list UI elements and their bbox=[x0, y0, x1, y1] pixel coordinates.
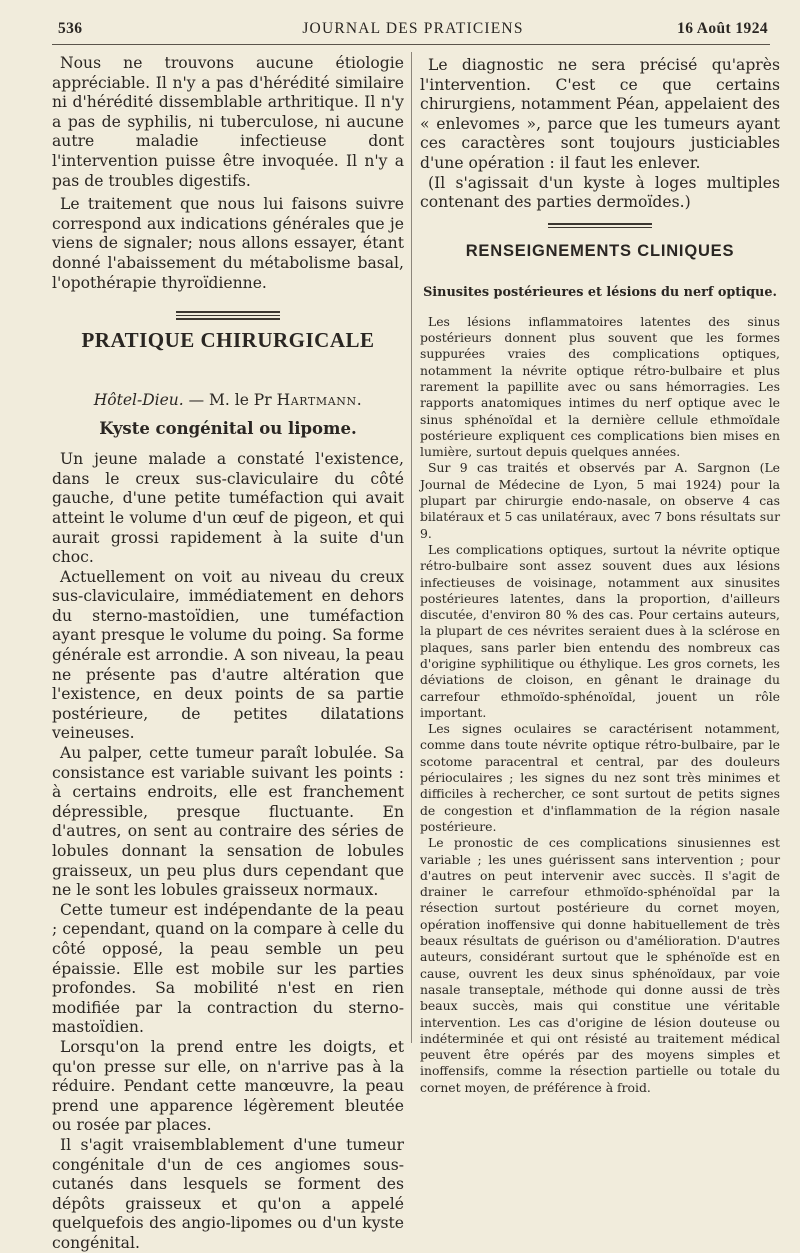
right-top-paragraph: (Il s'agissait d'un kyste à loges multiples contenant des parties dermoïdes.) bbox=[420, 173, 780, 212]
department-dash: — M. le Pr bbox=[183, 391, 277, 410]
article-paragraph: Au palper, cette tumeur paraît lobulée. Sa consistance est variable suivant les points : à certains endroits, elle est franchement dépressible, presque fluctuante. En d'autres, on sent au contraire des séries de lobules donnant la sensation de lobules graisseux, un peu plus durs cependant que ne le sont les lobules graisseux normaux. bbox=[52, 744, 404, 900]
journal-title: JOURNAL DES PRATICIENS bbox=[302, 20, 524, 37]
article-title: Sinusites postérieures et lésions du nerf optique. bbox=[423, 284, 777, 300]
article-paragraph: Les complications optiques, surtout la névrite optique rétro-bulbaire sont assez souvent dues aux lésions infectieuses de voisinage, notamment aux sinusites postérieures latentes, dans la proportion, d'ailleurs discutée, d'environ 80 % des cas. Pour certains auteurs, la plupart de ces névrites seraient dues à la sclérose en plaques, sans parler bien entendu des nombreux cas d'origine syphilitique ou éthylique. Les gros cornets, les déviations de cloison, en gênant le drainage du carrefour ethmoïdo-sphénoïdal, jouent un rôle important. bbox=[420, 541, 780, 720]
left-column bbox=[52, 54, 404, 1253]
page-number: 536 bbox=[58, 20, 83, 37]
article-paragraph: Il s'agit vraisemblablement d'une tumeur congénitale d'un de ces angiomes sous-cutanés dans lesquels se forment des dépôts graisseux et qu'on a appelé quelquefois des angio-lipomes ou d'un kyste congénital. bbox=[52, 1135, 404, 1252]
article-paragraph: Les signes oculaires se caractérisent notamment, comme dans toute névrite optique rétro-bulbaire, par le scotome paracentral et central, par des douleurs périoculaires ; les signes du nez sont très minimes et difficiles à rechercher, ce sont surtout de petits signes de congestion et d'inflammation de la région nasale postérieure. bbox=[420, 721, 780, 834]
department-name: Hôtel-Dieu. bbox=[93, 391, 184, 410]
article-paragraph: Cette tumeur est indépendante de la peau ; cependant, quand on la compare à celle du côté opposé, la peau semble un peu épaissie. Elle est mobile sur les parties profondes. Sa mobilité n'est en rien modifiée par la contraction du sterno-mastoïdien. bbox=[52, 900, 404, 1037]
section-title-pratique: PRATIQUE CHIRURGICALE bbox=[81, 328, 375, 353]
issue-date: 16 Août 1924 bbox=[677, 20, 768, 37]
article-paragraph: Actuellement on voit au niveau du creux sus-claviculaire, immédiatement en dehors du sterno-mastoïdien, une tuméfaction ayant presque le volume du poing. Sa forme générale est arrondie. A son niveau, la peau ne présente pas d'autre altération que l'existence, en deux points de sa partie postérieure, de petites dilatations veineuses. bbox=[52, 567, 404, 743]
article-paragraph: Lorsqu'on la prend entre les doigts, et qu'on presse sur elle, on n'arrive pas à la réduire. Pendant cette manœuvre, la peau prend une apparence légèrement bleutée ou rosée par places. bbox=[52, 1037, 404, 1135]
page-header bbox=[58, 18, 768, 44]
header-rule bbox=[52, 44, 770, 45]
column-separator bbox=[411, 52, 412, 1043]
article-paragraph: Les lésions inflammatoires latentes des sinus postérieurs donnent plus souvent que les formes suppurées vraies des complications optiques, notamment la névrite optique rétro-bulbaire et plus rarement la papillite avec ou sans hémorragies. Les rapports anatomiques intimes du nerf optique avec le sinus sphénoïdal et la dernière cellule ethmoïdale postérieure expliquent ces complications bien mises en lumière, surtout depuis quelques années. bbox=[420, 313, 780, 460]
article-paragraph: Un jeune malade a constaté l'existence, dans le creux sus-claviculaire du côté gauche, d'une petite tuméfaction qui avait atteint le volume d'un œuf de pigeon, et qui aurait grossi rapidement à la suite d'un choc. bbox=[52, 450, 404, 567]
right-top-paragraph: Le diagnostic ne sera précisé qu'après l'intervention. C'est ce que certains chirurgiens, notamment Péan, appelaient des « enlevomes », parce que les tumeurs ayant ces caractères sont toujours justiciables d'une opération : il faut les enlever. bbox=[420, 56, 780, 172]
department-line bbox=[52, 391, 404, 409]
right-column bbox=[420, 56, 780, 1096]
article-paragraph: Le pronostic de ces complications sinusiennes est variable ; les unes guérissent sans intervention ; pour d'autres on peut intervenir avec succès. Il s'agit de drainer le carrefour ethmoïdo-sphénoïdal par la résection surtout postérieure du cornet moyen, opération inoffensive qui donne habituellement de très beaux résultats de guérison ou d'amélioration. D'autres auteurs, considérant surtout que le sphénoïde est en cause, ouvrent les deux sinus sphénoïdaux, par voie nasale transeptale, méthode qui donne aussi de très beaux succès, mais qui constitue une véritable intervention. Les cas d'origine de lésion douteuse ou indéterminée et qui ont résisté au traitement médical peuvent être opérés par des moyens simples et inoffensifs, comme la résection partielle ou totale du cornet moyen, de préférence à froid. bbox=[420, 835, 780, 1095]
article-paragraph: Sur 9 cas traités et observés par A. Sargnon (Le Journal de Médecine de Lyon, 5 mai 1924) pour la plupart par chirurgie endo-nasale, on observe 4 cas bilatéraux et 5 cas unilatéraux, avec 7 bons résultats sur 9. bbox=[420, 460, 780, 541]
intro-paragraph: Nous ne trouvons aucune étiologie appréciable. Il n'y a pas d'hérédité similaire ni d'hérédité dissemblable arthritique. Il n'y a pas de syphilis, ni tuberculose, ni aucune autre maladie infectieuse dont l'intervention puisse être invoquée. Il n'y a pas de troubles digestifs. bbox=[52, 54, 404, 190]
section-divider bbox=[548, 223, 652, 228]
article-title: Kyste congénital ou lipome. bbox=[99, 419, 357, 439]
section-title-renseignements: RENSEIGNEMENTS CLINIQUES bbox=[465, 241, 735, 260]
professor-name: Hartmann. bbox=[276, 391, 363, 410]
intro-paragraph: Le traitement que nous lui faisons suivre correspond aux indications générales que je viens de signaler; nous allons essayer, étant donné l'abaissement du métabolisme basal, l'opothérapie thyroïdienne. bbox=[52, 195, 404, 292]
section-divider bbox=[176, 311, 280, 320]
